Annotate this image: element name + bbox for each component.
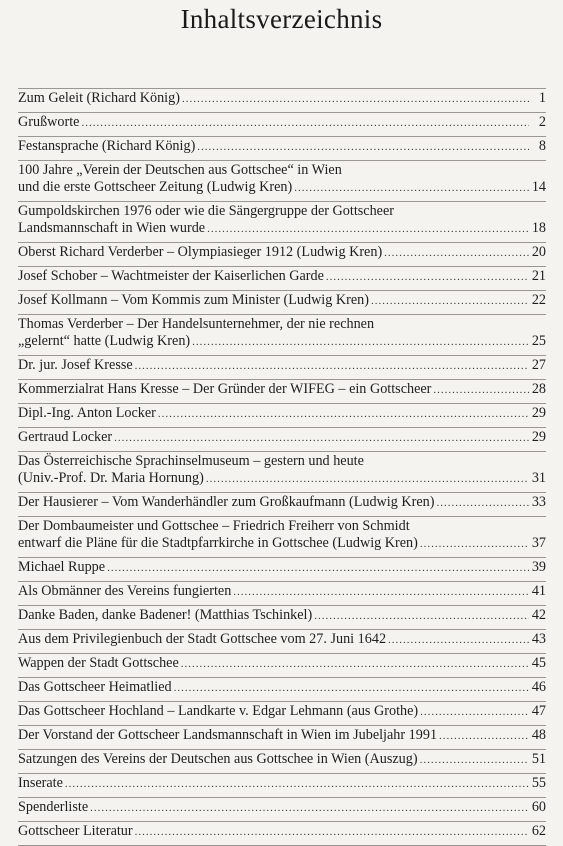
- toc-entry-title: Das Gottscheer Hochland – Landkarte v. Edgar Lehmann (aus Grothe): [18, 703, 419, 719]
- dot-leader: [388, 632, 529, 649]
- dot-leader: [114, 430, 529, 447]
- toc-entry-text-line: Gumpoldskirchen 1976 oder wie die Sängergruppe der Gottscheer: [18, 203, 394, 219]
- toc-entry-title: Aus dem Privilegienbuch der Stadt Gottschee vom 27. Juni 1642: [18, 631, 387, 647]
- dot-leader: [192, 334, 529, 351]
- toc-entry-line: [18, 429, 546, 447]
- dot-leader: [420, 704, 529, 721]
- toc-entry: [18, 750, 546, 774]
- toc-entry: [18, 726, 546, 750]
- toc-entry-line: [18, 220, 546, 238]
- toc-entry-line: [18, 138, 546, 156]
- dot-leader: [174, 680, 529, 697]
- toc-page-number: 47: [531, 703, 546, 719]
- toc-entry-title: Zum Geleit (Richard König): [18, 90, 180, 106]
- dot-leader: [181, 656, 529, 673]
- toc-page-number: 45: [531, 655, 546, 671]
- toc-page-number: 18: [531, 220, 546, 236]
- dot-leader: [90, 800, 529, 817]
- toc-page-number: 55: [531, 775, 546, 791]
- dot-leader: [384, 245, 529, 262]
- toc-entry-title: entwarf die Pläne für die Stadtpfarrkirche in Gottschee (Ludwig Kren): [18, 535, 418, 551]
- dot-leader: [420, 752, 529, 769]
- toc-entry: [18, 380, 546, 404]
- toc-entry-line: [18, 333, 546, 351]
- toc-entry-title: Als Obmänner des Vereins fungierten: [18, 583, 232, 599]
- toc-page-number: 43: [531, 631, 546, 647]
- toc-entry: [18, 774, 546, 798]
- toc-entry-line: [18, 751, 546, 769]
- toc-entry: [18, 404, 546, 428]
- toc-entry-title: Das Gottscheer Heimatlied: [18, 679, 172, 695]
- toc-entry: [18, 89, 546, 113]
- dot-leader: [107, 560, 529, 577]
- toc-entry: [18, 161, 546, 202]
- toc-entry-title: (Univ.-Prof. Dr. Maria Hornung): [18, 470, 204, 486]
- toc-entry-line: [18, 494, 546, 512]
- toc-entry: [18, 428, 546, 452]
- toc-page-number: 14: [531, 179, 546, 195]
- toc-entry-title: Der Vorstand der Gottscheer Landsmannschaft in Wien im Jubeljahr 1991: [18, 727, 438, 743]
- toc-entry-line: [18, 607, 546, 625]
- dot-leader: [326, 269, 529, 286]
- toc-page-number: 29: [531, 429, 546, 445]
- toc-entry-text-line: Thomas Verderber – Der Handelsunternehmer, der nie rechnen: [18, 316, 375, 332]
- toc-entry-title: Josef Kollmann – Vom Kommis zum Minister (Ludwig Kren): [18, 292, 369, 308]
- dot-leader: [314, 608, 529, 625]
- toc-entry-line: [18, 114, 546, 132]
- toc-page-number: 2: [538, 114, 546, 130]
- dot-leader: [135, 824, 529, 841]
- toc-entry-title: Kommerzialrat Hans Kresse – Der Gründer der WIFEG – ein Gottscheer: [18, 381, 432, 397]
- toc-page-number: 8: [538, 138, 546, 154]
- toc-entry-title: und die erste Gottscheer Zeitung (Ludwig Kren): [18, 179, 293, 195]
- toc-entry-title: Satzungen des Vereins der Deutschen aus Gottschee in Wien (Auszug): [18, 751, 418, 767]
- toc-entry-line: [18, 727, 546, 745]
- dot-leader: [371, 293, 529, 310]
- toc-entry-title: Gertraud Locker: [18, 429, 113, 445]
- dot-leader: [182, 91, 529, 108]
- toc-entry-line: [18, 357, 546, 375]
- toc-page-number: 21: [531, 268, 546, 284]
- toc-entry: [18, 798, 546, 822]
- toc-entry-title: Inserate: [18, 775, 63, 791]
- toc-entry-title: Dr. jur. Josef Kresse: [18, 357, 133, 373]
- dot-leader: [197, 139, 529, 156]
- toc-entry-text-line: Der Dombaumeister und Gottschee – Friedrich Freiherr von Schmidt: [18, 518, 410, 534]
- dot-leader: [206, 471, 529, 488]
- toc-entry-line: [18, 470, 546, 488]
- dot-leader: [135, 358, 529, 375]
- toc-entry-title: Josef Schober – Wachtmeister der Kaiserlichen Garde: [18, 268, 324, 284]
- dot-leader: [81, 115, 529, 132]
- toc-page-number: 33: [531, 494, 546, 510]
- toc-entry: [18, 558, 546, 582]
- toc-entry: [18, 315, 546, 356]
- toc-entry-line: [18, 703, 546, 721]
- toc-entry-text-line: 100 Jahre „Verein der Deutschen aus Gottschee“ in Wien: [18, 162, 342, 178]
- toc-entry-title: Landsmannschaft in Wien wurde: [18, 220, 206, 236]
- toc-entry-text-line: Das Österreichische Sprachinselmuseum – gestern und heute: [18, 453, 364, 469]
- dot-leader: [436, 495, 528, 512]
- toc-entry-line: [18, 775, 546, 793]
- toc-entry-line: [18, 535, 546, 553]
- toc-entry-line: [18, 381, 546, 399]
- toc-entry-line: [18, 179, 546, 197]
- toc-entry: [18, 267, 546, 291]
- toc-entry-line: [18, 799, 546, 817]
- toc-page-number: 41: [531, 583, 546, 599]
- toc-entry-line: [18, 583, 546, 601]
- toc-entry: [18, 654, 546, 678]
- toc-entry-title: Danke Baden, danke Badener! (Matthias Tschinkel): [18, 607, 313, 623]
- dot-leader: [207, 221, 529, 238]
- toc-page-number: 29: [531, 405, 546, 421]
- toc-entry: [18, 822, 546, 846]
- toc-entry-line: [18, 405, 546, 423]
- dot-leader: [158, 406, 529, 423]
- toc-page-number: 48: [531, 727, 546, 743]
- toc-entry: [18, 582, 546, 606]
- dot-leader: [439, 728, 529, 745]
- toc-page-number: 46: [531, 679, 546, 695]
- toc-page-number: 62: [531, 823, 546, 839]
- toc-entry-line: [18, 244, 546, 262]
- toc-entry: [18, 356, 546, 380]
- toc-entry-title: Grußworte: [18, 114, 80, 130]
- toc-entry-line: [18, 655, 546, 673]
- toc-entry-title: Michael Ruppe: [18, 559, 106, 575]
- toc-entry-title: Festansprache (Richard König): [18, 138, 196, 154]
- toc-entry: [18, 291, 546, 315]
- toc-entry-line: [18, 823, 546, 841]
- toc-entry-title: „gelernt“ hatte (Ludwig Kren): [18, 333, 191, 349]
- toc-entry: [18, 702, 546, 726]
- toc-entry-line: [18, 631, 546, 649]
- toc-entry-title: Der Hausierer – Vom Wanderhändler zum Großkaufmann (Ludwig Kren): [18, 494, 435, 510]
- toc-entry-line: [18, 679, 546, 697]
- toc-entry: [18, 243, 546, 267]
- toc-page-number: 1: [538, 90, 546, 106]
- toc-page-number: 42: [531, 607, 546, 623]
- dot-leader: [65, 776, 529, 793]
- toc-entry-line: [18, 292, 546, 310]
- toc-entry: [18, 113, 546, 137]
- toc-entry: [18, 202, 546, 243]
- toc-entry-title: Wappen der Stadt Gottschee: [18, 655, 179, 671]
- table-of-contents: [18, 88, 546, 846]
- toc-page-number: 27: [531, 357, 546, 373]
- toc-page-number: 20: [531, 244, 546, 260]
- toc-entry-line: [18, 268, 546, 286]
- toc-entry-title: Spenderliste: [18, 799, 89, 815]
- toc-page-number: 25: [531, 333, 546, 349]
- dot-leader: [233, 584, 529, 601]
- page-title: Inhaltsverzeichnis: [180, 4, 383, 34]
- toc-page-number: 51: [531, 751, 546, 767]
- toc-entry: [18, 606, 546, 630]
- toc-entry: [18, 452, 546, 493]
- toc-page-number: 60: [531, 799, 546, 815]
- toc-entry: [18, 678, 546, 702]
- toc-page-number: 37: [531, 535, 546, 551]
- toc-page-number: 31: [531, 470, 546, 486]
- toc-entry: [18, 137, 546, 161]
- dot-leader: [433, 382, 528, 399]
- dot-leader: [420, 536, 529, 553]
- toc-entry-title: Oberst Richard Verderber – Olympiasieger 1912 (Ludwig Kren): [18, 244, 383, 260]
- toc-entry-title: Dipl.-Ing. Anton Locker: [18, 405, 156, 421]
- toc-page-number: 39: [531, 559, 546, 575]
- toc-entry-title: Gottscheer Literatur: [18, 823, 133, 839]
- toc-entry-line: [18, 559, 546, 577]
- toc-entry: [18, 517, 546, 558]
- toc-entry-line: [18, 90, 546, 108]
- toc-entry: [18, 493, 546, 517]
- dot-leader: [294, 180, 529, 197]
- toc-page-number: 28: [531, 381, 546, 397]
- toc-page-number: 22: [531, 292, 546, 308]
- toc-entry: [18, 630, 546, 654]
